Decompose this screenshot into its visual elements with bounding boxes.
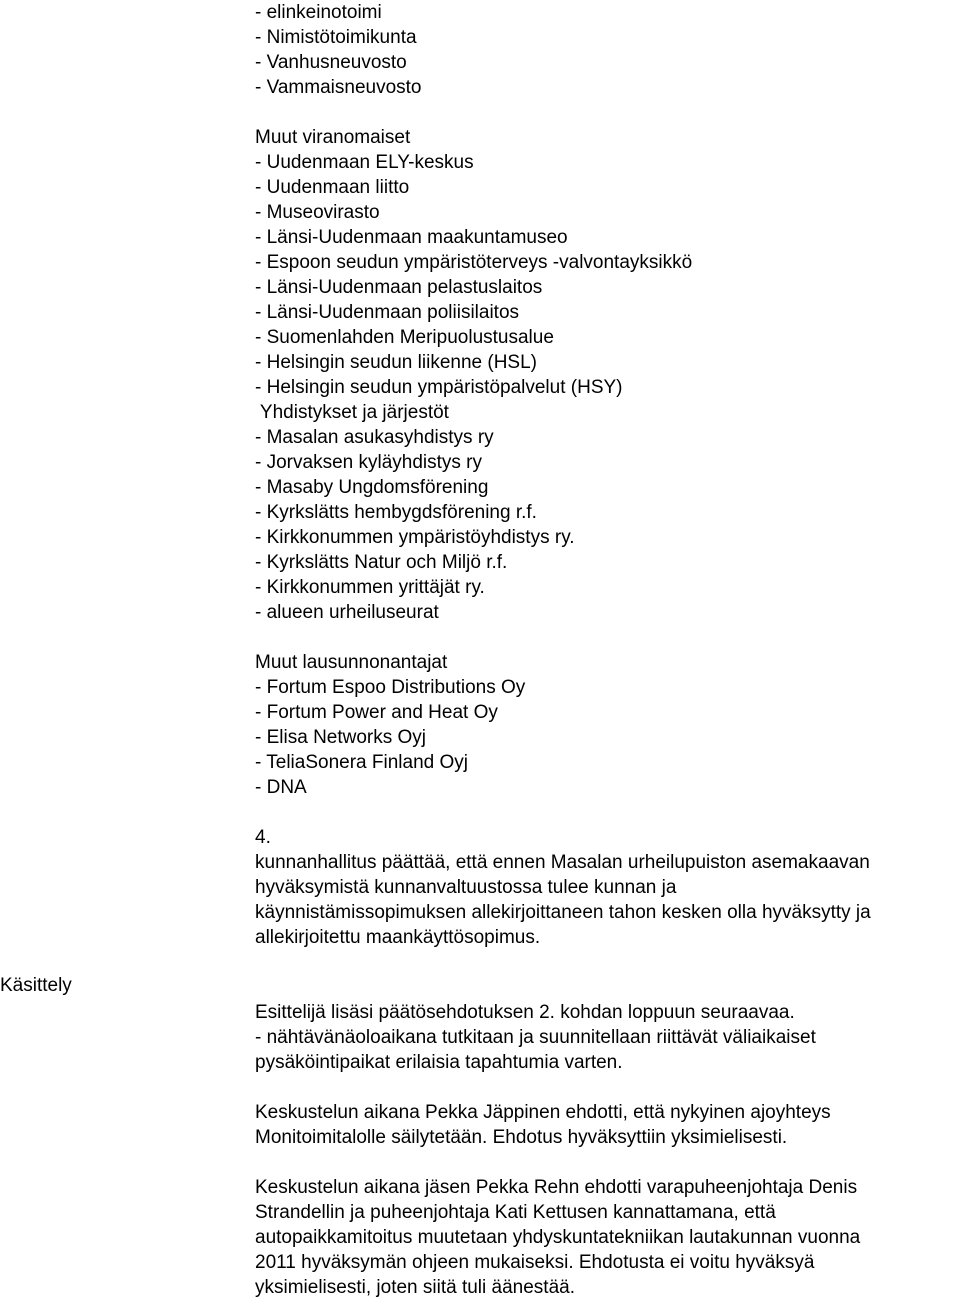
main-text-column — [255, 0, 960, 1300]
list-item: - Vammaisneuvosto — [255, 77, 422, 98]
list-item: - Masalan asukasyhdistys ry — [255, 427, 494, 448]
list-item: - TeliaSonera Finland Oyj — [255, 752, 468, 773]
list-item: - Helsingin seudun ympäristöpalvelut (HSY) — [255, 377, 623, 398]
paragraph-line: yksimielisesti, joten siitä tuli äänestää. — [255, 1277, 575, 1298]
list-item: - elinkeinotoimi — [255, 2, 382, 23]
list-item: - Museovirasto — [255, 202, 380, 223]
list-item: - Fortum Espoo Distributions Oy — [255, 677, 526, 698]
spacer — [255, 800, 960, 825]
list-item: - Fortum Power and Heat Oy — [255, 702, 498, 723]
paragraph-line: kunnanhallitus päättää, että ennen Masalan urheilupuiston asemakaavan — [255, 852, 870, 873]
section-heading: Muut lausunnonantajat — [255, 652, 448, 673]
list-item: - Helsingin seudun liikenne (HSL) — [255, 352, 537, 373]
list-item: - Uudenmaan ELY-keskus — [255, 152, 474, 173]
spacer — [255, 1075, 960, 1100]
list-item: - alueen urheiluseurat — [255, 602, 439, 623]
list-item: - Kirkkonummen ympäristöyhdistys ry. — [255, 527, 575, 548]
list-municipal-bodies — [255, 0, 960, 100]
spacer — [255, 1150, 960, 1175]
side-heading-kasittely: Käsittely — [0, 975, 72, 996]
spacer — [255, 625, 960, 650]
spacer — [255, 975, 960, 1000]
spacer — [255, 950, 960, 975]
paragraph-line: käynnistämissopimuksen allekirjoittaneen tahon kesken olla hyväksytty ja — [255, 902, 871, 923]
paragraph-line: allekirjoitettu maankäyttösopimus. — [255, 927, 541, 948]
paragraph-line: Monitoimitalolle säilytetään. Ehdotus hyväksyttiin yksimielisesti. — [255, 1127, 788, 1148]
list-item: - Länsi-Uudenmaan maakuntamuseo — [255, 227, 568, 248]
paragraph-line: pysäköintipaikat erilaisia tapahtumia varten. — [255, 1052, 623, 1073]
list-item: - DNA — [255, 777, 307, 798]
list-item: - Länsi-Uudenmaan poliisilaitos — [255, 302, 520, 323]
list-item: - Suomenlahden Meripuolustusalue — [255, 327, 554, 348]
section-heading: Yhdistykset ja järjestöt — [255, 402, 449, 423]
list-item: - Vanhusneuvosto — [255, 52, 407, 73]
list-item: - Uudenmaan liitto — [255, 177, 410, 198]
list-other-authorities — [255, 125, 960, 625]
paragraph-line: Keskustelun aikana Pekka Jäppinen ehdotti, että nykyinen ajoyhteys — [255, 1102, 831, 1123]
list-item: - Masaby Ungdomsförening — [255, 477, 489, 498]
section-heading: Muut viranomaiset — [255, 127, 411, 148]
paragraph-line: 2011 hyväksymän ohjeen mukaiseksi. Ehdotusta ei voitu hyväksyä — [255, 1252, 815, 1273]
processing-paragraph-2 — [255, 1100, 960, 1150]
list-item: - Espoon seudun ympäristöterveys -valvontayksikkö — [255, 252, 693, 273]
processing-paragraph-1 — [255, 1000, 960, 1075]
paragraph-line: autopaikkamitoitus muutetaan yhdyskuntatekniikan lautakunnan vuonna — [255, 1227, 861, 1248]
paragraph-line: Strandellin ja puheenjohtaja Kati Kettusen kannattamana, että — [255, 1202, 776, 1223]
list-item: - Kyrkslätts Natur och Miljö r.f. — [255, 552, 508, 573]
list-item: - Elisa Networks Oyj — [255, 727, 427, 748]
list-item: - Nimistötoimikunta — [255, 27, 417, 48]
list-other-respondents — [255, 650, 960, 800]
list-item: - Jorvaksen kyläyhdistys ry — [255, 452, 483, 473]
spacer — [255, 100, 960, 125]
paragraph-line: hyväksymistä kunnanvaltuustossa tulee kunnan ja — [255, 877, 677, 898]
list-item: - Kirkkonummen yrittäjät ry. — [255, 577, 485, 598]
paragraph-line: Keskustelun aikana jäsen Pekka Rehn ehdotti varapuheenjohtaja Denis — [255, 1177, 858, 1198]
list-item: - Länsi-Uudenmaan pelastuslaitos — [255, 277, 543, 298]
paragraph-line: - nähtävänäoloaikana tutkitaan ja suunnitellaan riittävät väliaikaiset — [255, 1027, 816, 1048]
processing-paragraph-3 — [255, 1175, 960, 1300]
decision-item-4 — [255, 825, 960, 950]
paragraph-line: Esittelijä lisäsi päätösehdotuksen 2. kohdan loppuun seuraavaa. — [255, 1002, 795, 1023]
list-item: - Kyrkslätts hembygdsförening r.f. — [255, 502, 537, 523]
item-number: 4. — [255, 827, 271, 848]
